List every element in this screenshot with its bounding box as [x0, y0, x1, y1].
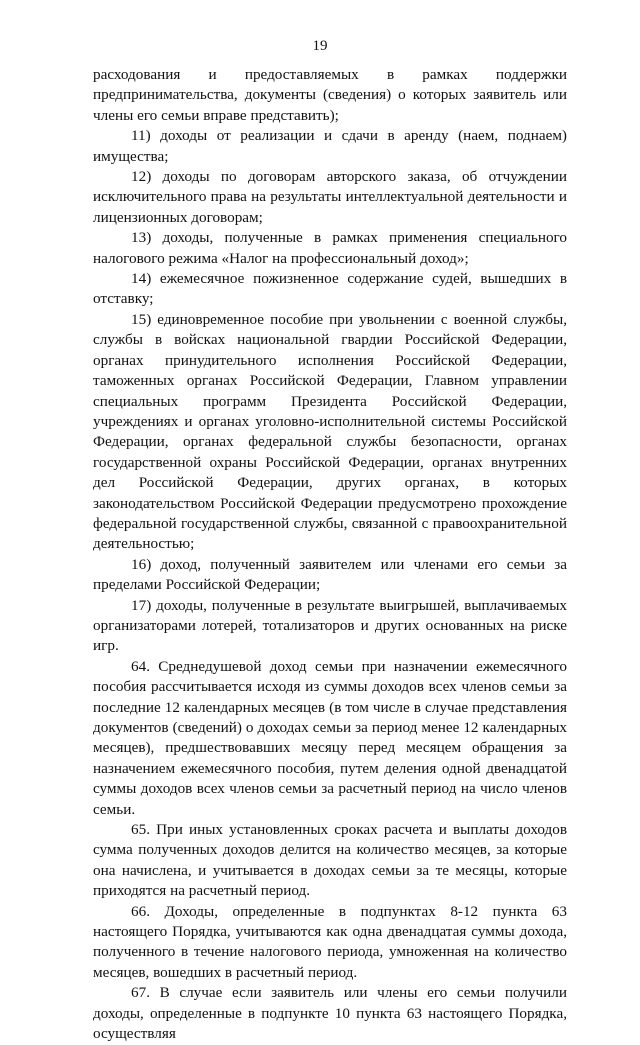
list-item-15: 15) единовременное пособие при увольнении с военной службы, службы в войсках национальной гвардии Российской Федерации, органах принудительного исполнения Российской Федерации, таможенных органах Российской Федерации, Главном управлении специальных программ Президента Российской Федерации, учреждениях и органах уголовно-исполнительной системы Российской Федерации, органах федеральной службы безопасности, органах государственной охраны Российской Федерации, органах внутренних дел Российской Федерации, других органах, в которых законодательством Российской Федерации предусмотрено прохождение федеральной государственной службы, связанной с правоохранительной деятельностью;	[93, 310, 567, 553]
list-item-12: 12) доходы по договорам авторского заказа, об отчуждении исключительного права на результаты интеллектуальной деятельности и лицензионных договорам;	[93, 168, 567, 226]
clause-66: 66. Доходы, определенные в подпунктах 8-12 пункта 63 настоящего Порядка, учитываются как одна двенадцатая суммы дохода, полученного в течение налогового периода, умноженная на количество месяцев, вошедших в расчетный период.	[93, 902, 567, 981]
list-item-14: 14) ежемесячное пожизненное содержание судей, вышедших в отставку;	[93, 270, 567, 308]
list-item-13: 13) доходы, полученные в рамках применения специального налогового режима «Налог на профессиональный доход»;	[93, 229, 567, 267]
list-item-16: 16) доход, полученный заявителем или членами его семьи за пределами Российской Федерации;	[93, 555, 567, 594]
clause-65: 65. При иных установленных сроках расчета и выплаты доходов сумма полученных доходов делится на количество месяцев, за которые она начислена, и учитывается в доходах семьи за те месяцы, которые приходятся на расчетный период.	[93, 821, 567, 900]
clause-67: 67. В случае если заявитель или члены его семьи получили доходы, определенные в подпункте 10 пункта 63 настоящего Порядка, осуществляя	[93, 984, 567, 1043]
list-item-11: 11) доходы от реализации и сдачи в аренду (наем, поднаем) имущества;	[93, 127, 567, 165]
clause-64: 64. Среднедушевой доход семьи при назначении ежемесячного пособия рассчитывается исходя из суммы доходов всех членов семьи за последние 12 календарных месяцев (в том числе в случае представления документов (сведений) о доходах семьи за период менее 12 календарных месяцев), предшествовавших месяцу перед месяцем обращения за назначением ежемесячного пособия, путем деления одной двенадцатой суммы доходов всех членов семьи за расчетный период на число членов семьи.	[93, 657, 567, 818]
page-number: 19	[312, 38, 328, 54]
paragraph-continuation: расходования и предоставляемых в рамках поддержки предпринимательства, документы (сведения) о которых заявитель или члены его семьи вправе представить);	[93, 66, 567, 124]
list-item-17: 17) доходы, полученные в результате выигрышей, выплачиваемых организаторами лотерей, тотализаторов и других основанных на риске игр.	[93, 596, 567, 655]
document-body	[93, 65, 567, 1045]
